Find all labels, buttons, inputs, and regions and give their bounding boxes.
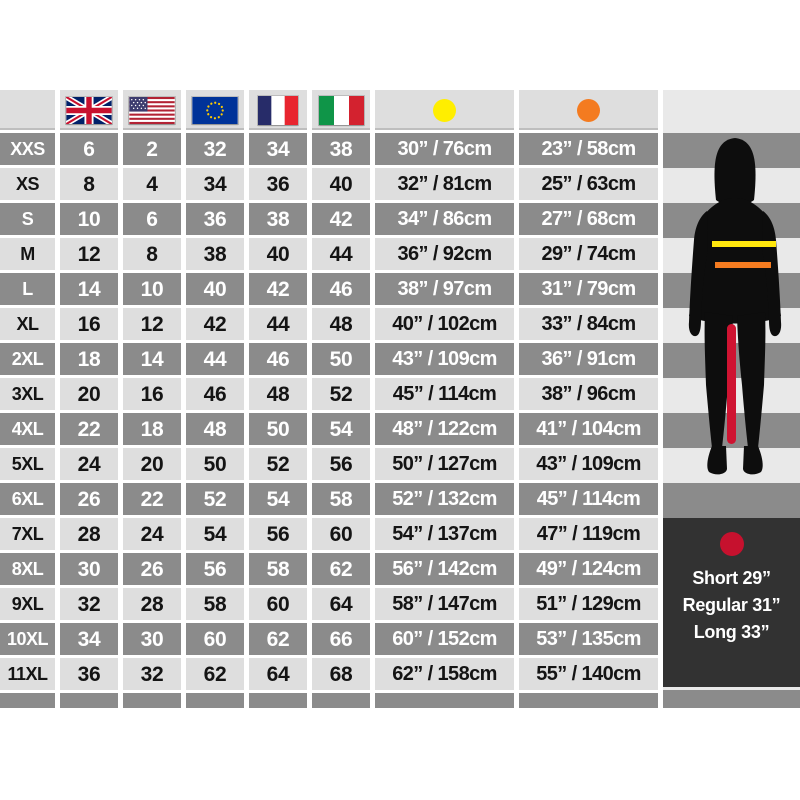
size-cell-france: 58 <box>249 553 307 585</box>
chest-cell: 43” / 109cm <box>375 343 514 375</box>
header-chest <box>375 90 514 130</box>
size-cell-usa: 30 <box>123 623 181 655</box>
size-cell-eu: 44 <box>186 343 244 375</box>
row-label: XL <box>0 308 55 340</box>
size-cell-france: 64 <box>249 658 307 690</box>
chest-dot-icon <box>433 99 456 122</box>
row-label: 6XL <box>0 483 55 515</box>
header-italy <box>312 90 370 130</box>
row-label: XXS <box>0 133 55 165</box>
waist-cell: 45” / 114cm <box>519 483 658 515</box>
size-cell-france: 52 <box>249 448 307 480</box>
size-cell-eu: 36 <box>186 203 244 235</box>
header-waist <box>519 90 658 130</box>
header-usa <box>123 90 181 130</box>
france-flag-icon <box>258 96 298 125</box>
size-cell-eu: 50 <box>186 448 244 480</box>
size-cell-france: 36 <box>249 168 307 200</box>
waist-cell: 31” / 79cm <box>519 273 658 305</box>
row-label: M <box>0 238 55 270</box>
size-cell-eu: 60 <box>186 623 244 655</box>
size-table <box>0 90 658 708</box>
waist-cell: 27” / 68cm <box>519 203 658 235</box>
uk-flag-icon <box>66 97 112 124</box>
row-label: 3XL <box>0 378 55 410</box>
size-cell-uk: 20 <box>60 378 118 410</box>
cutoff-row-cell <box>375 693 514 708</box>
row-label: L <box>0 273 55 305</box>
size-cell-eu: 32 <box>186 133 244 165</box>
size-cell-eu: 58 <box>186 588 244 620</box>
cutoff-row-cell <box>186 693 244 708</box>
chest-cell: 60” / 152cm <box>375 623 514 655</box>
header-eu <box>186 90 244 130</box>
size-cell-italy: 64 <box>312 588 370 620</box>
size-cell-uk: 24 <box>60 448 118 480</box>
size-cell-france: 42 <box>249 273 307 305</box>
size-cell-usa: 10 <box>123 273 181 305</box>
size-cell-uk: 8 <box>60 168 118 200</box>
waist-cell: 25” / 63cm <box>519 168 658 200</box>
size-cell-france: 46 <box>249 343 307 375</box>
size-cell-uk: 30 <box>60 553 118 585</box>
inseam-measure-line <box>727 324 736 444</box>
legend-line-short: Short 29” <box>692 568 771 588</box>
waist-cell: 38” / 96cm <box>519 378 658 410</box>
size-cell-uk: 14 <box>60 273 118 305</box>
size-cell-uk: 26 <box>60 483 118 515</box>
size-cell-italy: 42 <box>312 203 370 235</box>
size-cell-eu: 42 <box>186 308 244 340</box>
chest-cell: 45” / 114cm <box>375 378 514 410</box>
cutoff-row-cell <box>123 693 181 708</box>
size-cell-france: 44 <box>249 308 307 340</box>
size-cell-france: 50 <box>249 413 307 445</box>
size-cell-uk: 12 <box>60 238 118 270</box>
size-cell-usa: 24 <box>123 518 181 550</box>
size-cell-uk: 16 <box>60 308 118 340</box>
chest-cell: 38” / 97cm <box>375 273 514 305</box>
header-size-cell <box>0 90 55 130</box>
row-label: S <box>0 203 55 235</box>
chest-cell: 36” / 92cm <box>375 238 514 270</box>
chest-cell: 52” / 132cm <box>375 483 514 515</box>
chest-cell: 62” / 158cm <box>375 658 514 690</box>
row-label: 7XL <box>0 518 55 550</box>
waist-cell: 55” / 140cm <box>519 658 658 690</box>
size-cell-uk: 18 <box>60 343 118 375</box>
chest-cell: 40” / 102cm <box>375 308 514 340</box>
size-cell-eu: 56 <box>186 553 244 585</box>
size-cell-usa: 18 <box>123 413 181 445</box>
header-uk <box>60 90 118 130</box>
chest-cell: 30” / 76cm <box>375 133 514 165</box>
size-cell-eu: 34 <box>186 168 244 200</box>
waist-cell: 33” / 84cm <box>519 308 658 340</box>
size-cell-italy: 66 <box>312 623 370 655</box>
waist-cell: 36” / 91cm <box>519 343 658 375</box>
chest-cell: 48” / 122cm <box>375 413 514 445</box>
size-cell-france: 34 <box>249 133 307 165</box>
size-cell-usa: 16 <box>123 378 181 410</box>
body-silhouette-figure <box>663 90 800 518</box>
cutoff-row-cell <box>249 693 307 708</box>
size-cell-usa: 22 <box>123 483 181 515</box>
size-cell-eu: 52 <box>186 483 244 515</box>
size-cell-usa: 8 <box>123 238 181 270</box>
size-cell-eu: 40 <box>186 273 244 305</box>
size-cell-usa: 12 <box>123 308 181 340</box>
waist-measure-line <box>715 262 771 268</box>
size-cell-italy: 62 <box>312 553 370 585</box>
size-cell-italy: 50 <box>312 343 370 375</box>
size-cell-italy: 48 <box>312 308 370 340</box>
header-france <box>249 90 307 130</box>
size-cell-usa: 20 <box>123 448 181 480</box>
size-cell-uk: 10 <box>60 203 118 235</box>
size-cell-france: 56 <box>249 518 307 550</box>
size-cell-eu: 62 <box>186 658 244 690</box>
size-cell-uk: 6 <box>60 133 118 165</box>
size-cell-eu: 46 <box>186 378 244 410</box>
size-cell-usa: 2 <box>123 133 181 165</box>
legend-line-regular: Regular 31” <box>682 595 781 615</box>
row-label: XS <box>0 168 55 200</box>
row-label: 9XL <box>0 588 55 620</box>
size-cell-uk: 28 <box>60 518 118 550</box>
size-cell-france: 48 <box>249 378 307 410</box>
waist-cell: 41” / 104cm <box>519 413 658 445</box>
size-cell-usa: 28 <box>123 588 181 620</box>
size-cell-france: 60 <box>249 588 307 620</box>
row-label: 4XL <box>0 413 55 445</box>
size-cell-italy: 68 <box>312 658 370 690</box>
size-cell-france: 54 <box>249 483 307 515</box>
waist-cell: 29” / 74cm <box>519 238 658 270</box>
cutoff-row-cell <box>60 693 118 708</box>
chest-cell: 58” / 147cm <box>375 588 514 620</box>
size-cell-france: 62 <box>249 623 307 655</box>
chest-cell: 54” / 137cm <box>375 518 514 550</box>
row-label: 5XL <box>0 448 55 480</box>
size-cell-italy: 40 <box>312 168 370 200</box>
waist-cell: 43” / 109cm <box>519 448 658 480</box>
size-cell-france: 38 <box>249 203 307 235</box>
size-cell-italy: 38 <box>312 133 370 165</box>
size-cell-france: 40 <box>249 238 307 270</box>
size-cell-usa: 32 <box>123 658 181 690</box>
cutoff-row-cell <box>519 693 658 708</box>
size-cell-italy: 54 <box>312 413 370 445</box>
size-cell-usa: 26 <box>123 553 181 585</box>
waist-cell: 23” / 58cm <box>519 133 658 165</box>
row-label: 8XL <box>0 553 55 585</box>
size-cell-uk: 32 <box>60 588 118 620</box>
chest-cell: 50” / 127cm <box>375 448 514 480</box>
chest-cell: 34” / 86cm <box>375 203 514 235</box>
size-cell-eu: 38 <box>186 238 244 270</box>
size-cell-italy: 60 <box>312 518 370 550</box>
size-cell-italy: 44 <box>312 238 370 270</box>
size-cell-uk: 34 <box>60 623 118 655</box>
size-cell-usa: 4 <box>123 168 181 200</box>
cutoff-row-cell <box>0 693 55 708</box>
size-cell-italy: 46 <box>312 273 370 305</box>
size-cell-usa: 14 <box>123 343 181 375</box>
row-label: 10XL <box>0 623 55 655</box>
size-cell-eu: 54 <box>186 518 244 550</box>
size-cell-eu: 48 <box>186 413 244 445</box>
chest-measure-line <box>712 241 776 247</box>
italy-flag-icon <box>319 96 364 125</box>
size-cell-uk: 36 <box>60 658 118 690</box>
row-label: 11XL <box>0 658 55 690</box>
chest-cell: 32” / 81cm <box>375 168 514 200</box>
cutoff-row-cell <box>312 693 370 708</box>
legend-line-long: Long 33” <box>693 622 770 642</box>
waist-cell: 53” / 135cm <box>519 623 658 655</box>
chest-cell: 56” / 142cm <box>375 553 514 585</box>
usa-flag-icon <box>129 97 175 124</box>
waist-cell: 51” / 129cm <box>519 588 658 620</box>
cutoff-stripe <box>663 690 800 708</box>
size-cell-italy: 58 <box>312 483 370 515</box>
eu-flag-icon <box>192 97 238 124</box>
size-cell-usa: 6 <box>123 203 181 235</box>
waist-cell: 47” / 119cm <box>519 518 658 550</box>
inseam-legend <box>663 518 800 687</box>
row-label: 2XL <box>0 343 55 375</box>
waist-cell: 49” / 124cm <box>519 553 658 585</box>
inseam-dot-icon <box>720 532 744 556</box>
waist-dot-icon <box>577 99 600 122</box>
size-cell-italy: 56 <box>312 448 370 480</box>
size-cell-italy: 52 <box>312 378 370 410</box>
figure-panel <box>663 90 800 708</box>
size-cell-uk: 22 <box>60 413 118 445</box>
